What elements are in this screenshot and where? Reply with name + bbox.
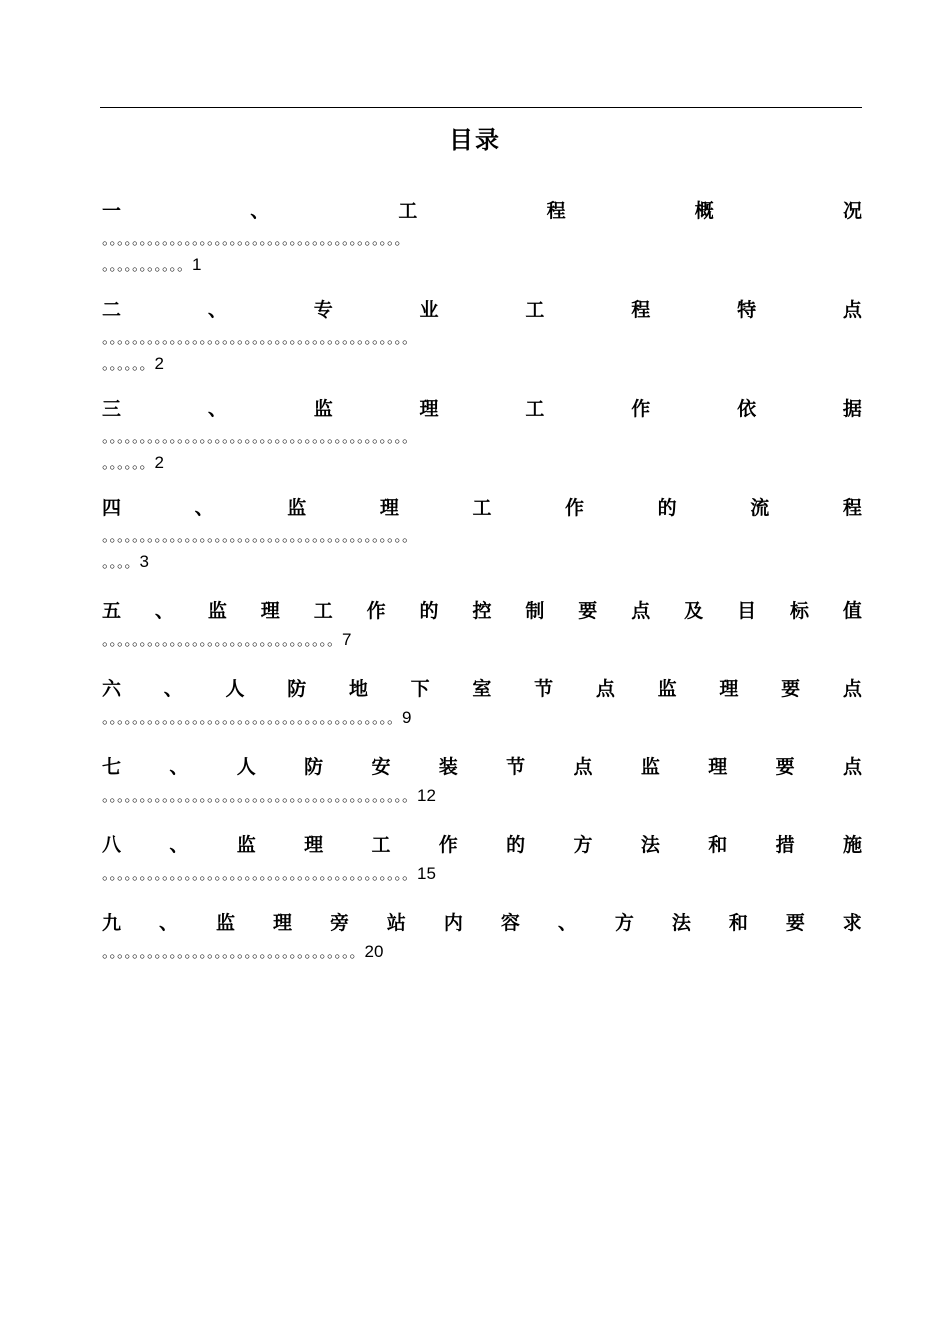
heading-char: 要 (785, 912, 805, 934)
heading-char: 标 (789, 600, 809, 622)
heading-char: 概 (694, 200, 714, 222)
toc-entry-heading (102, 294, 862, 326)
toc-entry-9[interactable] (102, 907, 862, 964)
section-number: 二 (102, 299, 122, 321)
page-number: 3 (139, 552, 149, 571)
heading-char: 目 (737, 600, 757, 622)
toc-entry-7[interactable] (102, 751, 862, 808)
heading-char: 容 (500, 912, 520, 934)
page-number: 2 (154, 453, 164, 472)
heading-char: 理 (379, 497, 399, 519)
heading-char: 值 (842, 600, 862, 622)
separator: 、 (154, 600, 174, 622)
heading-char: 节 (506, 756, 526, 778)
heading-char: 作 (631, 398, 651, 420)
heading-char: 作 (366, 600, 386, 622)
heading-char: 方 (573, 834, 593, 856)
dot-leader: 。。。。。。。。。。。1 (102, 255, 202, 274)
dot-leader: 。。。。。。。。。。。。。。。。。。。。。。。。。。。。。。。。。。。。。。。。。 (102, 329, 418, 347)
heading-char: 要 (578, 600, 598, 622)
heading-char: 点 (842, 678, 862, 700)
toc-entry-heading (102, 829, 862, 861)
dot-leader: 。。。。3 (102, 552, 149, 571)
heading-char: 点 (631, 600, 651, 622)
dot-leader: 。。。。。。。。。。。。。。。。。。。。。。。。。。。。。。。。。。。。。。。9 (102, 708, 412, 727)
heading-char: 的 (657, 497, 677, 519)
heading-char: 理 (419, 398, 439, 420)
heading-char: 监 (215, 912, 235, 934)
heading-char: 节 (534, 678, 554, 700)
toc-entry-2[interactable] (102, 294, 862, 376)
separator: 、 (163, 678, 183, 700)
separator: 、 (194, 497, 214, 519)
toc-entry-3[interactable] (102, 393, 862, 475)
heading-char: 理 (260, 600, 280, 622)
heading-char: 要 (775, 756, 795, 778)
heading-char: 安 (371, 756, 391, 778)
section-number: 五 (102, 600, 122, 622)
heading-char: 监 (236, 834, 256, 856)
dot-leader: 。。。。。。。。。。。。。。。。。。。。。。。。。。。。。。。。。。。。。。。。 (102, 230, 410, 248)
heading-char: 地 (348, 678, 368, 700)
dot-leader: 。。。。。。。。。。。。。。。。。。。。。。。。。。。。。。。7 (102, 630, 352, 649)
heading-char: 室 (472, 678, 492, 700)
section-number: 九 (102, 912, 122, 934)
heading-char: 业 (419, 299, 439, 321)
heading-char: 和 (708, 834, 728, 856)
separator: 、 (169, 834, 189, 856)
table-of-contents (102, 195, 862, 964)
heading-char: 点 (842, 299, 862, 321)
toc-entry-1[interactable] (102, 195, 862, 277)
heading-char: 的 (506, 834, 526, 856)
heading-char: 工 (313, 600, 333, 622)
toc-entry-6[interactable] (102, 673, 862, 730)
dot-leader: 。。。。。。。。。。。。。。。。。。。。。。。。。。。。。。。。。。。。。。。。。 (102, 428, 418, 446)
heading-char: 方 (614, 912, 634, 934)
heading-char: 及 (684, 600, 704, 622)
heading-char: 程 (842, 497, 862, 519)
toc-entry-heading (102, 595, 862, 627)
section-number: 六 (102, 678, 122, 700)
page-number: 1 (192, 255, 202, 274)
heading-char: 流 (750, 497, 770, 519)
heading-char: 、 (557, 912, 577, 934)
separator: 、 (207, 299, 227, 321)
toc-entry-heading (102, 492, 862, 524)
page-number: 7 (342, 630, 352, 649)
page-number: 15 (417, 864, 436, 883)
heading-char: 据 (842, 398, 862, 420)
heading-char: 工 (525, 299, 545, 321)
section-number: 四 (102, 497, 122, 519)
page-number: 12 (417, 786, 436, 805)
heading-char: 制 (525, 600, 545, 622)
section-number: 一 (102, 200, 122, 222)
dot-leader: 。。。。。。。。。。。。。。。。。。。。。。。。。。。。。。。。。。。。。。。。。12 (102, 786, 436, 805)
heading-char: 点 (842, 756, 862, 778)
heading-char: 法 (640, 834, 660, 856)
toc-entry-heading (102, 673, 862, 705)
heading-char: 人 (236, 756, 256, 778)
toc-entry-heading (102, 907, 862, 939)
heading-char: 措 (775, 834, 795, 856)
toc-entry-4[interactable] (102, 492, 862, 574)
heading-char: 工 (525, 398, 545, 420)
heading-char: 工 (398, 200, 418, 222)
heading-char: 监 (657, 678, 677, 700)
page-number: 20 (364, 942, 384, 961)
heading-char: 装 (438, 756, 458, 778)
heading-char: 监 (207, 600, 227, 622)
heading-char: 求 (842, 912, 862, 934)
heading-char: 点 (595, 678, 615, 700)
toc-entry-heading (102, 195, 862, 227)
section-number: 三 (102, 398, 122, 420)
heading-char: 施 (842, 834, 862, 856)
dot-leader: 。。。。。。2 (102, 354, 164, 373)
toc-title: 目录 (449, 125, 501, 154)
header-rule (100, 107, 862, 108)
heading-char: 监 (640, 756, 660, 778)
heading-char: 作 (438, 834, 458, 856)
toc-entry-8[interactable] (102, 829, 862, 886)
heading-char: 程 (631, 299, 651, 321)
heading-char: 防 (304, 756, 324, 778)
separator: 、 (250, 200, 270, 222)
heading-char: 点 (573, 756, 593, 778)
heading-char: 工 (472, 497, 492, 519)
heading-char: 站 (386, 912, 406, 934)
dot-leader: 。。。。。。。。。。。。。。。。。。。。。。。。。。。。。。。。。。。。。。。。。15 (102, 864, 436, 883)
heading-char: 和 (728, 912, 748, 934)
heading-char: 作 (565, 497, 585, 519)
heading-char: 监 (313, 398, 333, 420)
separator: 、 (169, 756, 189, 778)
heading-char: 工 (371, 834, 391, 856)
section-number: 七 (102, 756, 122, 778)
heading-char: 程 (546, 200, 566, 222)
dot-leader: 。。。。。。2 (102, 453, 164, 472)
heading-char: 内 (443, 912, 463, 934)
heading-char: 人 (225, 678, 245, 700)
heading-char: 依 (737, 398, 757, 420)
heading-char: 理 (719, 678, 739, 700)
heading-char: 理 (272, 912, 292, 934)
heading-char: 控 (472, 600, 492, 622)
toc-entry-5[interactable] (102, 595, 862, 652)
heading-char: 特 (737, 299, 757, 321)
heading-char: 况 (842, 200, 862, 222)
heading-char: 理 (708, 756, 728, 778)
heading-char: 监 (287, 497, 307, 519)
heading-char: 专 (313, 299, 333, 321)
toc-entry-heading (102, 751, 862, 783)
separator: 、 (207, 398, 227, 420)
heading-char: 要 (781, 678, 801, 700)
separator: 、 (158, 912, 178, 934)
toc-entry-heading (102, 393, 862, 425)
page-number: 9 (402, 708, 412, 727)
heading-char: 旁 (329, 912, 349, 934)
heading-char: 下 (410, 678, 430, 700)
heading-char: 法 (671, 912, 691, 934)
heading-char: 防 (287, 678, 307, 700)
dot-leader: 。。。。。。。。。。。。。。。。。。。。。。。。。。。。。。。。。。。。。。。。。 (102, 527, 418, 545)
heading-char: 理 (304, 834, 324, 856)
heading-char: 的 (419, 600, 439, 622)
section-number: 八 (102, 834, 122, 856)
page-number: 2 (154, 354, 164, 373)
dot-leader: 。。。。。。。。。。。。。。。。。。。。。。。。。。。。。。。。。。20 (102, 942, 384, 961)
